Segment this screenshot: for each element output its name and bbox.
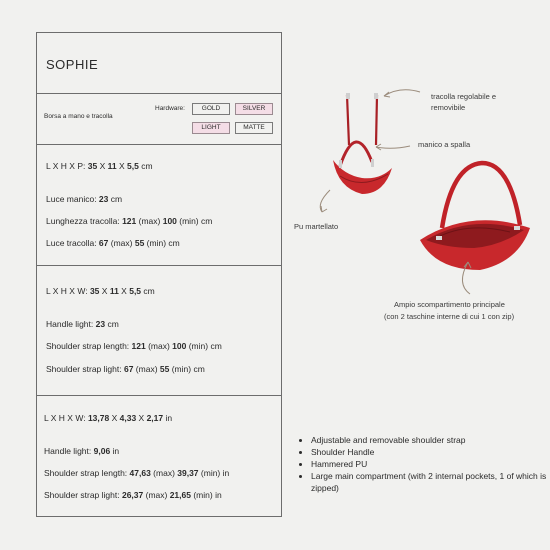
callout-compartment: Ampio scompartimento principale	[394, 300, 505, 309]
handle-row: Luce manico: 23 cm	[46, 194, 123, 204]
hardware-option-silver[interactable]: SILVER	[235, 103, 273, 115]
list-item: • Hammered PU	[311, 458, 550, 470]
strap-length-row: Shoulder strap length: 47,63 (max) 39,37 (min) in	[44, 468, 230, 478]
callout-material: Pu martellato	[294, 222, 339, 231]
callout-handle: manico a spalla	[418, 140, 471, 149]
hardware-option-matte[interactable]: MATTE	[235, 122, 273, 134]
hardware-label: Hardware:	[155, 105, 185, 112]
list-item: • Large main compartment (with 2 internal pockets, 1 of which is zipped)	[311, 470, 550, 494]
handle-row: Handle light: 9,06 in	[44, 446, 120, 456]
strap-length-row: Lunghezza tracolla: 121 (max) 100 (min) cm	[46, 216, 213, 226]
divider	[37, 265, 281, 266]
handle-icon	[340, 142, 372, 166]
product-subtitle: Borsa a mano e tracolla	[44, 113, 113, 120]
bag-illustration	[282, 80, 550, 310]
divider	[37, 395, 281, 396]
strap-length-row: Shoulder strap length: 121 (max) 100 (min) cm	[46, 341, 222, 351]
shoulder-handle-icon	[442, 163, 520, 228]
handle-row: Handle light: 23 cm	[46, 319, 119, 329]
strap-light-row: Luce tracolla: 67 (max) 55 (min) cm	[46, 238, 180, 248]
list-item: • Shoulder Handle	[311, 446, 550, 458]
hardware-option-gold[interactable]: GOLD	[192, 103, 230, 115]
hardware-option-light[interactable]: LIGHT	[192, 122, 230, 134]
dimensions-row: L X H X P: 35 X 11 X 5,5 cm	[46, 161, 153, 171]
callout-compartment-detail: (con 2 taschine interne di cui 1 con zip)	[384, 312, 515, 321]
strap-icon	[347, 95, 377, 145]
divider	[37, 144, 281, 145]
dimensions-row: L X H X W: 35 X 11 X 5,5 cm	[46, 286, 155, 296]
features-list	[300, 434, 550, 494]
list-item: • Adjustable and removable shoulder strap	[311, 434, 550, 446]
strap-light-row: Shoulder strap light: 67 (max) 55 (min) cm	[46, 364, 205, 374]
dimensions-row: L X H X W: 13,78 X 4,33 X 2,17 in	[44, 413, 173, 423]
spec-sheet	[36, 32, 282, 517]
strap-light-row: Shoulder strap light: 26,37 (max) 21,65 (min) in	[44, 490, 222, 500]
divider	[37, 93, 281, 94]
callout-strap: tracolla regolabile e removibile	[431, 92, 497, 112]
product-title: SOPHIE	[46, 57, 99, 72]
